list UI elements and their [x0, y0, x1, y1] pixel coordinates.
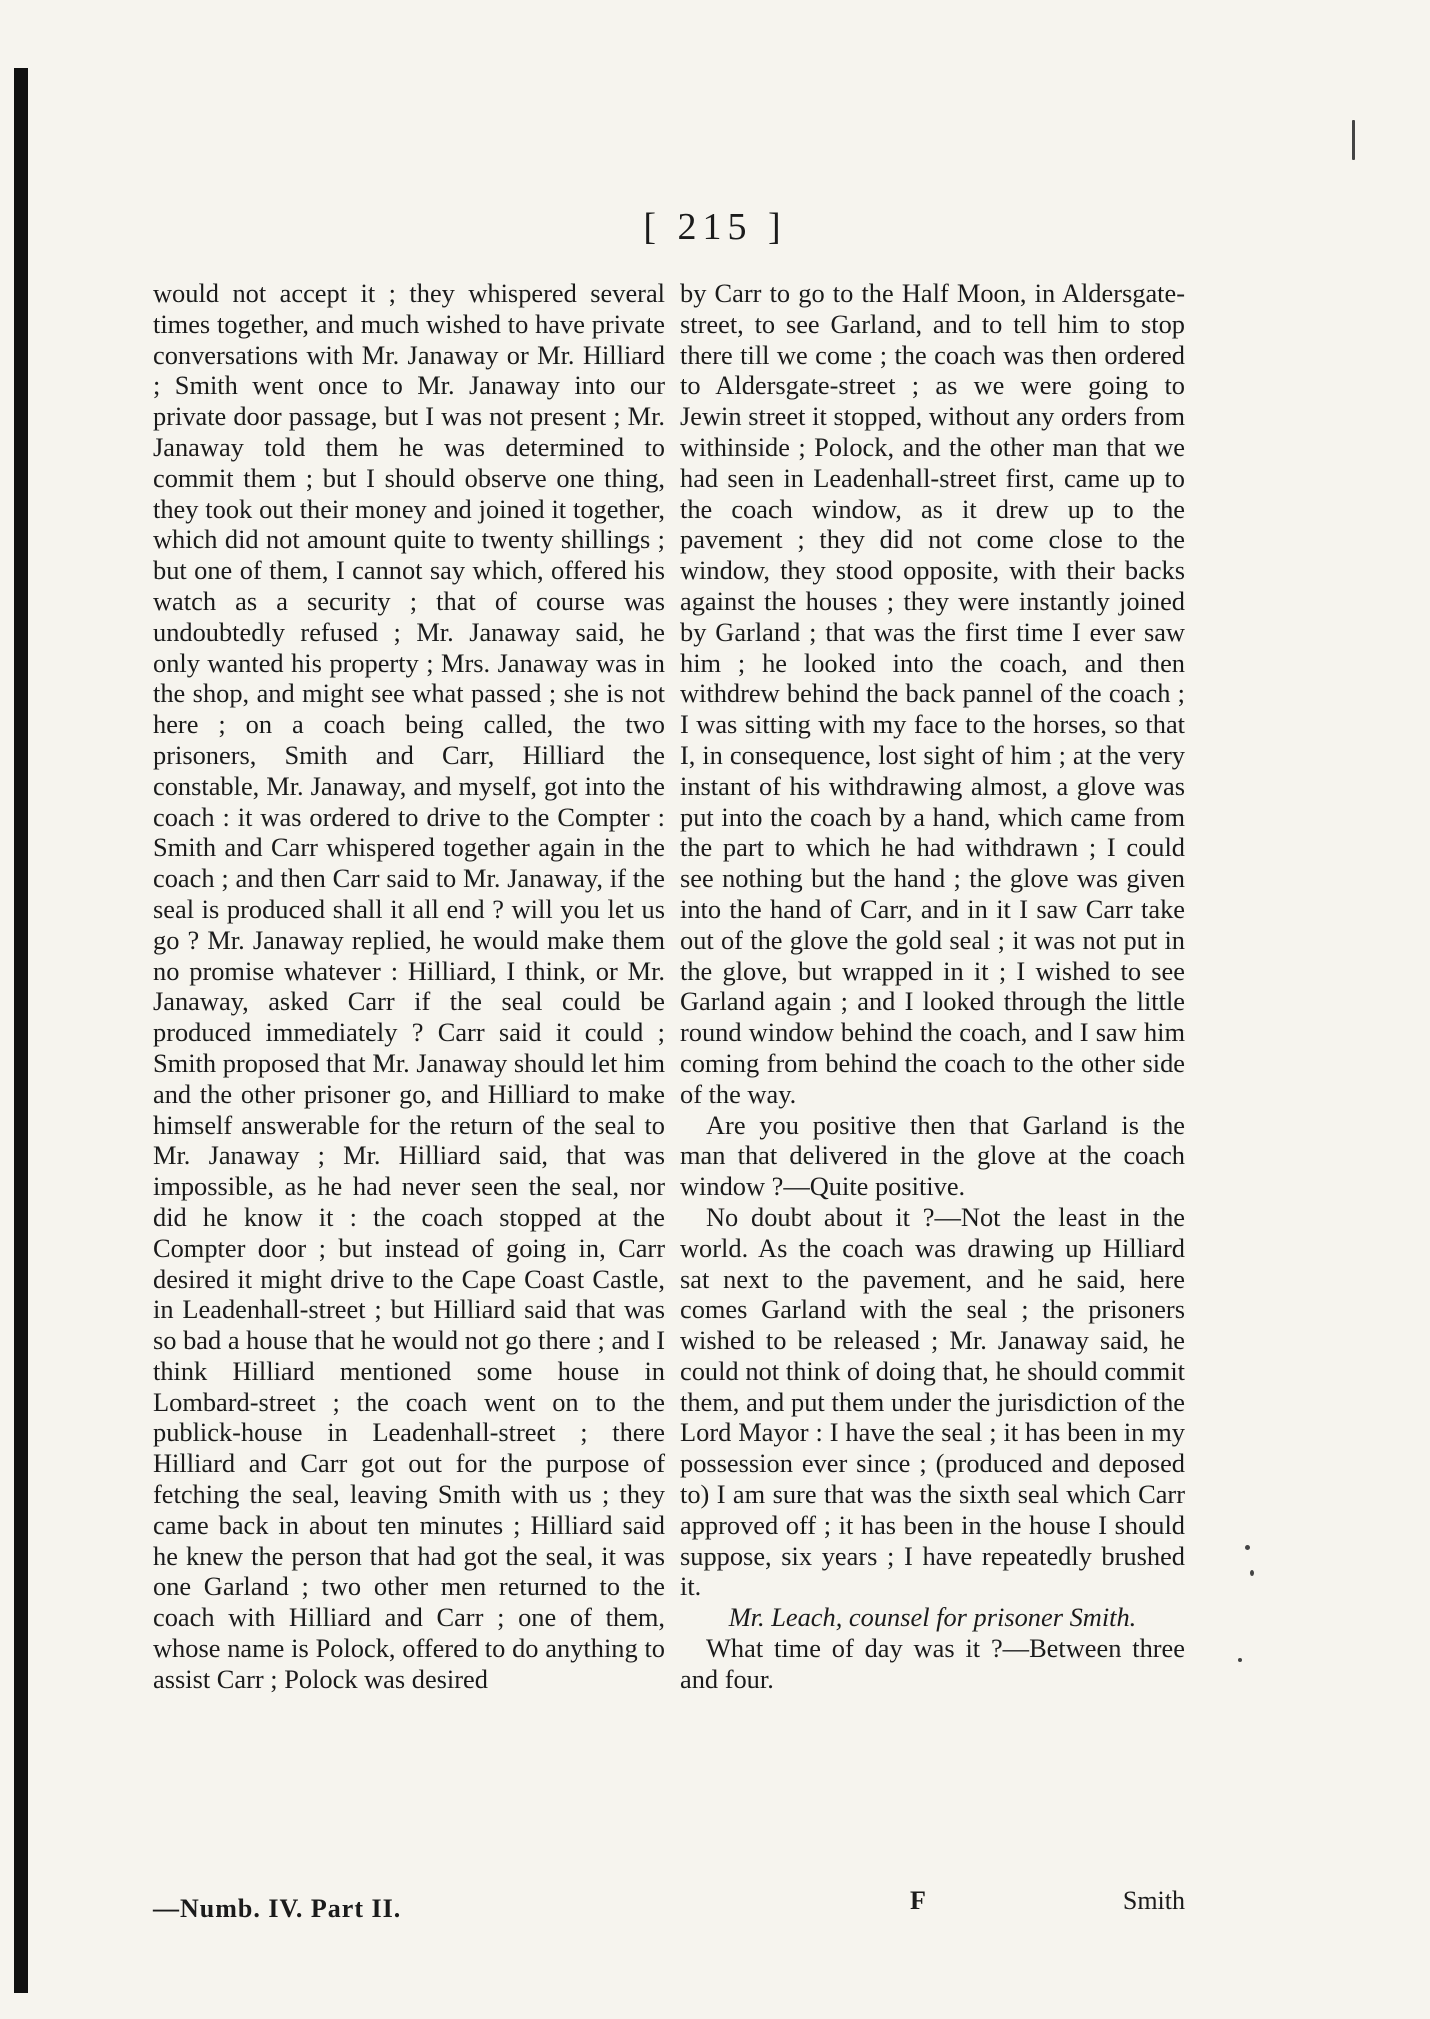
page-number: [ 215 ]	[643, 206, 787, 248]
counsel-heading: Mr. Leach, counsel for prisoner Smith.	[728, 1602, 1137, 1633]
binding-edge	[14, 68, 28, 1993]
ink-speck	[1245, 1545, 1250, 1550]
ink-speck	[1238, 1658, 1242, 1662]
ink-speck	[1250, 1570, 1254, 1576]
right-paragraph-4: What time of day was it ?—Between three and four.	[680, 1633, 1185, 1694]
signature-line: —Numb. IV. Part II.	[153, 1894, 402, 1923]
left-column	[153, 278, 665, 1695]
right-paragraph-3: No doubt about it ?—Not the least in the world. As the coach was drawing up Hilliard sat next to the pavement, and he said, here comes Garland with the seal ; the prisoners wished to be released ; Mr. Janaway said, he could not think of doing that, he should commit them, and put them under the jurisdiction of the Lord Mayor : I have the seal ; it has been in my possession ever since ; (produced and deposed to) I am sure that was the sixth seal which Carr approved off ; it has been in the house I should suppose, six years ; I have repeatedly brushed it.	[680, 1201, 1185, 1602]
catchword: Smith	[1122, 1886, 1185, 1915]
ink-speck	[1352, 120, 1355, 160]
signature-mark: F	[910, 1886, 926, 1915]
left-paragraph-1: would not accept it ; they whispered several times together, and much wished to have private conversations with Mr. Janaway or Mr. Hilliard ; Smith went once to Mr. Janaway into our private door passage, but I was not present ; Mr. Janaway told them he was determined to commit them ; but I should observe one thing, they took out their money and joined it together, which did not amount quite to twenty shillings ; but one of them, I cannot say which, offered his watch as a security ; that of course was undoubtedly refused ; Mr. Janaway said, he only wanted his property ; Mrs. Janaway was in the shop, and might see what passed ; she is not here ; on a coach being called, the two prisoners, Smith and Carr, Hilliard the constable, Mr. Janaway, and myself, got into the coach : it was ordered to drive to the Compter : Smith and Carr whispered together again in the coach ; and then Carr said to Mr. Janaway, if the seal is produced shall it all end ? will you let us go ? Mr. Janaway replied, he would make them no promise whatever : Hilliard, I think, or Mr. Janaway, asked Carr if the seal could be produced immediately ? Carr said it could ; Smith proposed that Mr. Janaway should let him and the other prisoner go, and Hilliard to make himself answerable for the return of the seal to Mr. Janaway ; Mr. Hilliard said, that was impossible, as he had never seen the seal, nor did he know it : the coach stopped at the Compter door ; but instead of going in, Carr desired it might drive to the Cape Coast Castle, in Leadenhall-street ; but Hilliard said that was so bad a house that he would not go there ; and I think Hilliard mentioned some house in Lombard-street ; the coach went on to the publick-house in Leadenhall-street ; there Hilliard and Carr got out for the purpose of fetching the seal, leaving Smith with us ; they came back in about ten minutes ; Hilliard said he knew the person that had got the seal, it was one Garland ; two other men returned to the coach with Hilliard and Carr ; one of them, whose name is Polock, offered to do anything to assist Carr ; Polock was desired	[153, 278, 665, 1694]
right-paragraph-1: by Carr to go to the Half Moon, in Aldersgate-street, to see Garland, and to tell him to stop there till we come ; the coach was then ordered to Aldersgate-street ; as we were going to Jewin street it stopped, without any orders from withinside ; Polock, and the other man that we had seen in Leadenhall-street first, came up to the coach window, as it drew up to the pavement ; they did not come close to the window, they stood opposite, with their backs against the houses ; they were instantly joined by Garland ; that was the first time I ever saw him ; he looked into the coach, and then withdrew behind the back pannel of the coach ; I was sitting with my face to the horses, so that I, in consequence, lost sight of him ; at the very instant of his withdrawing almost, a glove was put into the coach by a hand, which came from the part to which he had withdrawn ; I could see nothing but the hand ; the glove was given into the hand of Carr, and in it I saw Carr take out of the glove the gold seal ; it was not put in the glove, but wrapped in it ; I wished to see Garland again ; and I looked through the little round window behind the coach, and I saw him coming from behind the coach to the other side of the way.	[680, 278, 1185, 1109]
right-paragraph-2: Are you positive then that Garland is the man that delivered in the glove at the coach window ?—Quite positive.	[680, 1109, 1185, 1202]
right-column	[680, 278, 1185, 1695]
